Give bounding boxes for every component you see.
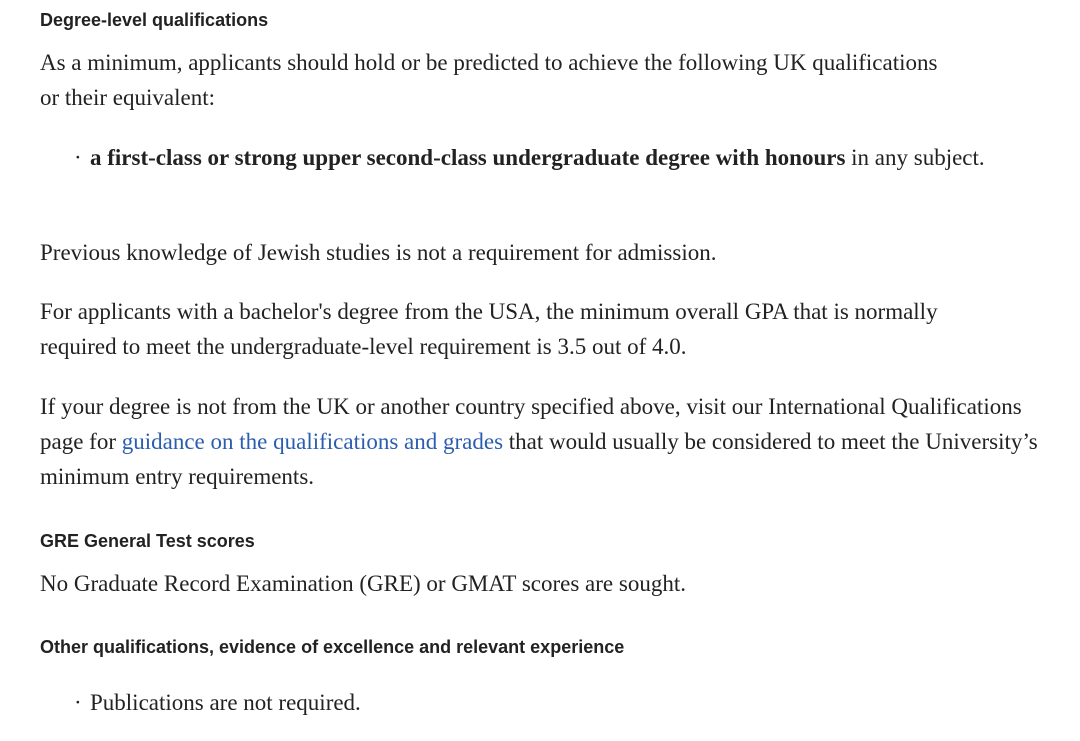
gre-scores-heading: GRE General Test scores <box>40 531 255 551</box>
degree-subject-note: in any subject. <box>845 145 985 170</box>
intl-text-after: that would usually be considered to meet the University’s minimum entry requirements. <box>40 429 1038 489</box>
bullet-icon: · <box>74 145 82 170</box>
degree-qualifications-heading: Degree-level qualifications <box>40 10 269 30</box>
international-qualifications-note <box>40 389 1040 494</box>
minimum-requirements-intro: As a minimum, applicants should hold or be predicted to achieve the following UK qualifications or their equivalent: <box>40 50 938 110</box>
gre-scores-text: No Graduate Record Examination (GRE) or GMAT scores are sought. <box>40 571 686 596</box>
bullet-icon: · <box>74 690 82 715</box>
qualifications-guidance-link[interactable]: guidance on the qualifications and grades <box>121 429 504 454</box>
previous-knowledge-note: Previous knowledge of Jewish studies is not a requirement for admission. <box>40 240 717 265</box>
degree-requirements-list <box>40 140 1074 175</box>
usa-gpa-note: For applicants with a bachelor's degree from the USA, the minimum overall GPA that is normally required to meet the undergraduate-level requirement is 3.5 out of 4.0. <box>40 299 938 359</box>
list-item <box>74 140 1074 175</box>
other-qualifications-heading: Other qualifications, evidence of excellence and relevant experience <box>40 637 625 657</box>
publications-note: Publications are not required. <box>90 690 361 715</box>
intl-text-before: If your degree is not from the UK or another country specified above, visit our International Qualifications page for <box>40 394 1022 454</box>
other-qualifications-list <box>40 685 974 720</box>
degree-class-requirement: a first-class or strong upper second-class undergraduate degree with honours <box>90 145 846 170</box>
list-item <box>74 685 974 720</box>
